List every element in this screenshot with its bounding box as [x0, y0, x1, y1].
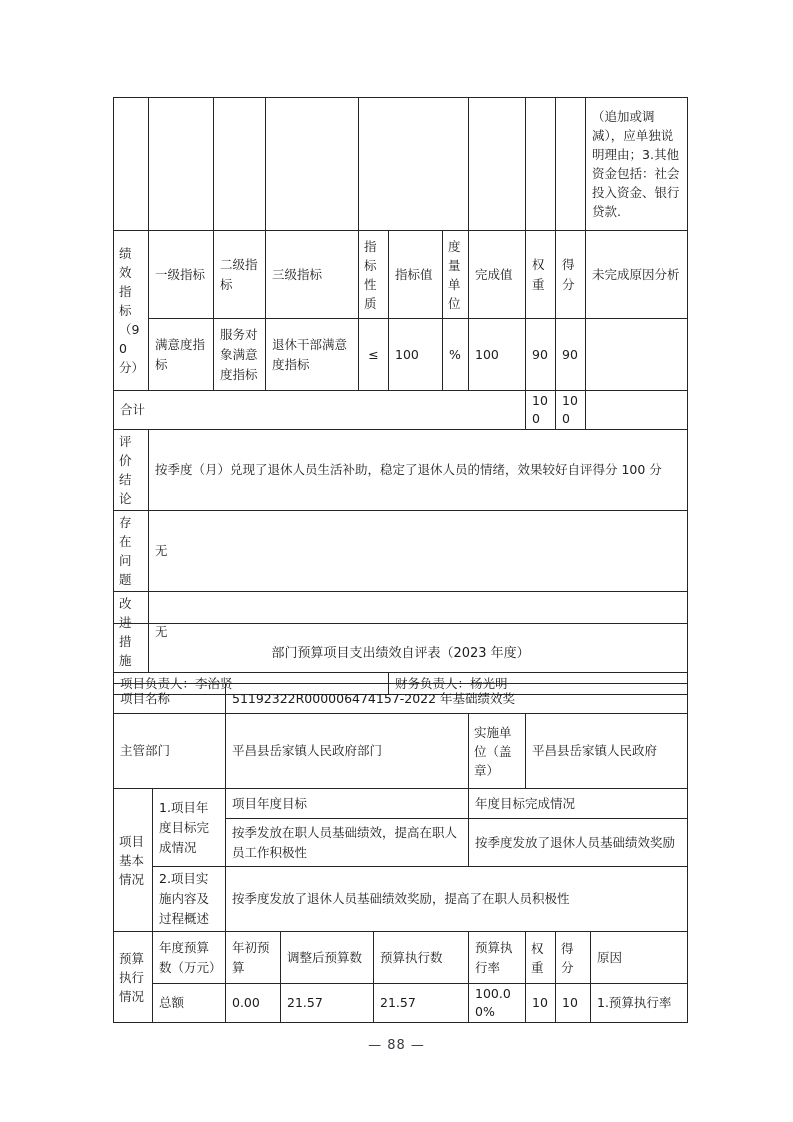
goal-header-left: 项目年度目标	[226, 789, 469, 819]
implement-unit-label: 实施单位（盖章）	[469, 714, 526, 789]
goal-header-row	[114, 789, 688, 819]
budget-header-rate: 预算执行率	[469, 932, 526, 984]
problems-text: 无	[149, 511, 688, 592]
budget-initial-value: 0.00	[226, 984, 281, 1023]
project-name-label: 项目名称	[114, 684, 226, 714]
budget-header-weight: 权重	[526, 932, 556, 984]
empty-cell	[114, 98, 149, 231]
budget-header-reason: 原因	[591, 932, 688, 984]
implement-unit-value: 平昌县岳家镇人民政府	[526, 714, 688, 789]
satisfaction-indicator-row	[114, 319, 688, 391]
empty-cell	[359, 98, 469, 231]
problems-row	[114, 511, 688, 592]
budget-header-initial: 年初预算	[226, 932, 281, 984]
funding-note: （追加或调减），应单独说明理由；3.其他资金包括：社会投入资金、银行贷款.	[586, 98, 688, 231]
budget-weight-value: 10	[526, 984, 556, 1023]
budget-values-row	[114, 984, 688, 1023]
budget-score-value: 10	[556, 984, 591, 1023]
finance-manager: 财务负责人：杨光明	[389, 673, 688, 695]
page-number: — 88 —	[368, 1038, 425, 1053]
header-level1-indicator: 一级指标	[149, 231, 214, 319]
annual-goal-label: 1.项目年度目标完成情况	[153, 789, 226, 867]
table-title: 部门预算项目支出绩效自评表（2023 年度）	[114, 624, 688, 684]
header-completed-value: 完成值	[469, 231, 526, 319]
empty-cell	[149, 98, 214, 231]
implementation-row	[114, 867, 688, 932]
goal-text-right: 按季度发放了退休人员基础绩效奖励	[469, 819, 688, 867]
empty-cell	[526, 98, 556, 231]
measures-text: 无	[149, 592, 688, 673]
cell-nature: ≤	[359, 319, 389, 391]
department-value: 平昌县岳家镇人民政府部门	[226, 714, 469, 789]
implementation-text: 按季度发放了退休人员基础绩效奖励，提高了在职人员积极性	[226, 867, 688, 932]
department-row	[114, 714, 688, 789]
performance-evaluation-table	[113, 97, 688, 695]
empty-cell	[469, 98, 526, 231]
budget-self-evaluation-table-2023	[113, 623, 688, 1023]
goal-text-left: 按季发放在职人员基础绩效，提高在职人员工作积极性	[226, 819, 469, 867]
header-measure-unit: 度量单位	[443, 231, 469, 319]
cell-level2: 服务对象满意度指标	[214, 319, 266, 391]
section-label-performance-indicators: 绩效指标（90分）	[114, 231, 149, 391]
implementation-label: 2.项目实施内容及过程概述	[153, 867, 226, 932]
empty-cell	[556, 98, 586, 231]
budget-header-row	[114, 932, 688, 984]
budget-executed-value: 21.57	[374, 984, 469, 1023]
total-score: 100	[556, 391, 586, 430]
budget-header-executed: 预算执行数	[374, 932, 469, 984]
empty-cell	[214, 98, 266, 231]
total-row	[114, 391, 688, 430]
cell-unfinished-reason	[586, 319, 688, 391]
header-unfinished-reason: 未完成原因分析	[586, 231, 688, 319]
budget-adjusted-value: 21.57	[281, 984, 374, 1023]
total-weight: 100	[526, 391, 556, 430]
department-label: 主管部门	[114, 714, 226, 789]
conclusion-row	[114, 430, 688, 511]
cell-indicator-value: 100	[389, 319, 443, 391]
total-label: 合计	[114, 391, 526, 430]
table-title-row	[114, 624, 688, 684]
cell-score: 90	[556, 319, 586, 391]
budget-reason-value: 1.预算执行率	[591, 984, 688, 1023]
budget-section-label: 预算执行情况	[114, 932, 153, 1023]
continuation-row	[114, 98, 688, 231]
cell-level1: 满意度指标	[149, 319, 214, 391]
header-indicator-nature: 指标性质	[359, 231, 389, 319]
empty-cell	[266, 98, 359, 231]
budget-header-adjusted: 调整后预算数	[281, 932, 374, 984]
header-weight: 权重	[526, 231, 556, 319]
project-manager: 项目负责人：李治贤	[114, 673, 389, 695]
indicator-header-row	[114, 231, 688, 319]
cell-unit: %	[443, 319, 469, 391]
budget-header-annual: 年度预算数（万元）	[153, 932, 226, 984]
measures-label: 改进措施	[114, 592, 149, 673]
budget-total-label: 总额	[153, 984, 226, 1023]
header-level3-indicator: 三级指标	[266, 231, 359, 319]
cell-completed-value: 100	[469, 319, 526, 391]
total-reason	[586, 391, 688, 430]
header-level2-indicator: 二级指标	[214, 231, 266, 319]
goal-header-right: 年度目标完成情况	[469, 789, 688, 819]
budget-rate-value: 100.00%	[469, 984, 526, 1023]
project-name-row	[114, 684, 688, 714]
conclusion-text: 按季度（月）兑现了退休人员生活补助，稳定了退休人员的情绪，效果较好自评得分 100 分	[149, 430, 688, 511]
header-score: 得分	[556, 231, 586, 319]
basic-info-label: 项目基本情况	[114, 789, 153, 932]
header-indicator-value: 指标值	[389, 231, 443, 319]
conclusion-label: 评价结论	[114, 430, 149, 511]
cell-level3: 退休干部满意度指标	[266, 319, 359, 391]
problems-label: 存在问题	[114, 511, 149, 592]
budget-header-score: 得分	[556, 932, 591, 984]
project-name-value: 51192322R000006474157-2022 年基础绩效奖	[226, 684, 688, 714]
cell-weight: 90	[526, 319, 556, 391]
